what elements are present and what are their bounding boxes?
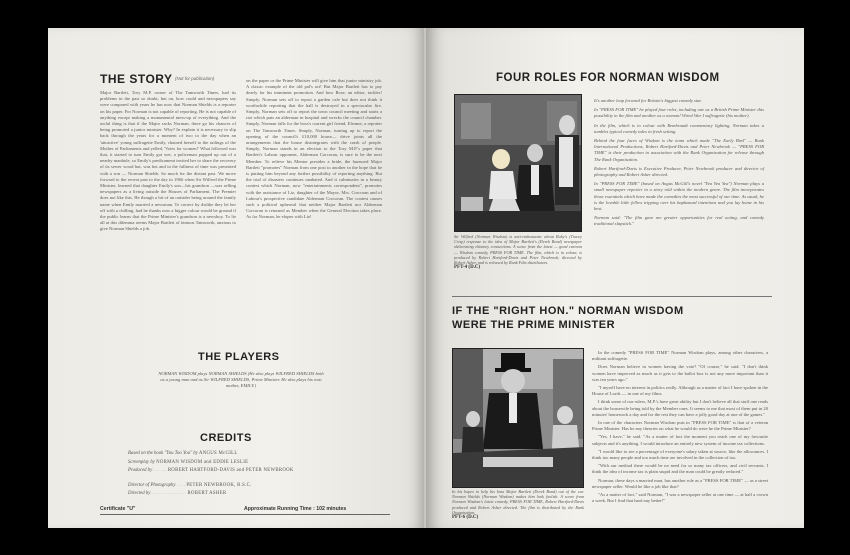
press-booklet: [48, 28, 804, 528]
credit-line: [128, 459, 358, 468]
photo-caption-1: [454, 234, 582, 270]
paragraph: In the comedy "PRESS FOR TIME" Norman Wisdom plays, among other characters, a militant suffragette.: [592, 350, 768, 362]
credit-name: ROBERT HARTFORD-DAVIS and PETER NEWBROOK: [167, 468, 294, 474]
paragraph: In the film, which is in colour with Rembrandt commentary lighting, Norman takes a tumbles typical comedy tales in fresh setting.: [594, 122, 764, 134]
credit-line: Produced by . . . . . . ROBERT HARTFORD-DAVIS and PETER NEWBROOK: [128, 468, 294, 474]
footer-rule: [100, 514, 390, 515]
running-time: Approximate Running Time : 102 minutes: [244, 506, 347, 512]
credit-line: [128, 450, 358, 459]
right-page: [426, 28, 804, 528]
credit-role: Director of Photography: [128, 482, 176, 488]
paragraph: "I would like to see a percentage of everyone's salary taken at source, like the allowances. I think too many people and too much time are involved in the collection of tax.: [592, 448, 768, 461]
paragraph: In "PRESS FOR TIME" he played four roles, including one as a British Prime Minister this possibility in the film and another as a woman! Wired War I suffragette (his mother).: [594, 107, 764, 119]
credit-role: Screenplay by: [128, 459, 155, 465]
credits-title: CREDITS: [200, 432, 252, 444]
office-scene-image: [455, 95, 582, 232]
credit-role: Based on the book "You Too You" by: [128, 451, 198, 456]
caption-ref: PFT-6 (D.C): [452, 515, 479, 521]
story-column-1: Major Bartlett, Tory M.P. owner of The Tamworth Times, had its problems in the past so doubt, but on, how could and newspapers say were compared with years he has now that Norman Shields is a reporter on his paper. For Norman is not capable of reporting. He is not capable of anything except making a monumental mess-up of everything. And the awful thing is that if the Major sacks Norman, there go his chances of being promoted a junior minister. Why? In explain it is necessary to slip back through the years for a moment of two to the day when an 'attractive' young suffragette Emily, chained herself to the railings of the Mother of Parliaments and yelled, 'Votes for women!' What followed was that, it started to turn Emily got wet, a policeman popped up out of a nearby manhole, so Emily's predicament invited her to share the recovery of its sewer wood hut, was hot and in the fullness of time was presented with a son — Norman Shields. So much for the distant past. We move forward to the recent past to the day in 1966 when Sir Wilfred the Prime Minister, learned that daughter Emily's son—his grandson —was selling newspapers as a living outside the Houses of Parliament. The Premier does not like this. He though a bit of an outsider being around the family name when Emily married a newsman. To correct by dislike they let her off with a chilling, had he thanks now a bigger colour would be ground if the public learns that the Prime Minister's grandson is a newsboy. To lie all at this dilemma seems Major Bartlett of famous Tamworth, anxious to give Norman Shields a job.: [100, 90, 236, 232]
caption-text: Sir Wilfred (Norman Wisdom) is anti-enthusiastic about Ruby's (Tracey Crisp) response to the idea of Major Bartlett's (Derek Bond) newspaper obliterating chimney connections. A scene from the latest — good cartoon — Wisdom comedy, PRESS FOR TIME. The film, which is in colour, is produced by Robert Hartford-Davis and Peter Newbrook; directed by Robert Asher, and is released by Rank Film distributors.: [454, 234, 582, 266]
certificate: Certificate "U": [100, 506, 136, 512]
credits-list: [128, 450, 358, 499]
credit-name: PETER NEWBROOK, B.S.C.: [186, 482, 252, 488]
photo-caption-2: [452, 489, 584, 520]
players-title: THE PLAYERS: [198, 351, 280, 363]
credit-role: Directed by: [128, 491, 151, 497]
right-hon-text: [592, 350, 768, 506]
story-title: THE STORY: [100, 72, 173, 86]
paragraph: I think some of our rulers, M.P.'s have great ability but I don't believe all that stuff one reads about the housewife being told by the Member ones. It seems to me that most of them put in 20 minutes' homework a day and for the rest they can have a jolly good day at one of the games.": [592, 399, 768, 417]
left-page: [48, 28, 426, 528]
credit-name: ANGUS McGILL: [198, 451, 238, 456]
story-column-2: on the paper or the Prime Minister will give him that junior ministry job. A classic example of the old pal's act! But Major Bartlett has to pay dearly for his imminent promotion. And how Rose, an editor, tackles! Simply, Norman sets off to report a garden cafe but does not think it worthwhile reporting that the hall is destroyed in a spectacular fire. Simply, Norman sets off to report the town council meeting and starts a riot which puts an alderman in hospital and wrecks the council chamber. Simply, Norman falls for the boss's current girl friend, Eleanor, a reporter on The Tamworth Times. Simply, Norman, turning up to report the opening of the council's £10,000 house— drive joints all the arrangements that the house disintegrates with the crash of people. Simply, Norman stands in an election to the Tory M.P.'s paper that Bartlett's Labour opponent, Alderman Corcoran, is sure to be the next Member. To relieve his Mentor presides a bride, the harassed Major Bartlett "promotes" Norman from one post to another in the hope that he is putting him beyond any further possibility of reporting anything. But the trial of disasters continues unabated. And it culminates in a beauty contest which Norman, now "entertainments correspondent", promotes with the assistance of Liz, daughter of the Mayor, Mrs. Corcoran and of Labour's prospective candidate Alderman Corcoran. The contest causes such a political upheaval that neither Major Bartlett nor Alderman Corcoran is returned as Member when the General Election takes place. As for Norman, he elopes with Liz!: [246, 78, 382, 220]
paragraph: Norman said: "The film gave me greater opportunities for real acting, and comedy traditional slapstick.": [594, 215, 764, 227]
paragraph: It's another leap forward for Britain's biggest comedy star.: [594, 98, 702, 103]
players-text: NORMAN WISDOM plays NORMAN SHIELDS (He also plays WILFRED SHIELDS both as a young man and as Sir WILFRED SHIELDS, Prime Minister. He also plays his own mother, EMILY.): [158, 371, 324, 389]
credit-line: Directed by . . . . . . . . . . . . . . . ROBERT ASHER: [128, 491, 227, 497]
credit-name: NORMAN WISDOM and EDDIE LESLIE: [156, 459, 249, 465]
four-roles-text: [594, 98, 764, 231]
paragraph: "I myself have no interest in politics really. Although as a matter of fact I have spoken in the House of Lords — in one of my films.: [592, 385, 768, 397]
paragraph: Does Norman believe in women having the vote? "Of course," he said. "I don't think women have improved as much as it gets to the ballot box is not any more important than it was ten years ago.": [592, 364, 768, 382]
title-line: WERE THE PRIME MINISTER: [452, 319, 616, 331]
paragraph: "Yes, I have," he said. "As a matter of fact the moment you reach one of my favourite subjects and it's anything. I would introduce an entirely new system of income tax collections.: [592, 434, 768, 446]
paragraph: Robert Hartford-Davis is Executive Producer, Peter Newbrook producer and director of photography and Robert Asher directed.: [594, 165, 764, 178]
still-photo-car: [452, 348, 584, 488]
credit-role: Produced by: [128, 468, 153, 474]
story-note: (Not for publication): [175, 76, 215, 81]
still-photo-office: [454, 94, 582, 232]
paragraph: In "PRESS FOR TIME" (based on Angus McGill's novel "Yea Yea Yea") Norman plays a small newspaper reporter in a story told within the modern genre. The film incorporates those essentials which have made the comedies the most successful of our time. As usual, he is the lovable little fellow tripping over his haphazard intentions and you lay home in his best.: [594, 181, 764, 212]
caption-ref: PFT-4 (D.C): [454, 265, 481, 271]
car-scene-image: [453, 349, 584, 488]
four-roles-title: FOUR ROLES FOR NORMAN WISDOM: [496, 72, 720, 84]
paragraph: "With our method there would be no need for so many tax officers, and civil servants. I think the idea of income tax is plain stupid and the man could be greatly reduced.": [592, 463, 768, 475]
paragraph: "As a matter of fact," said Norman, "I was a newspaper seller at one time — at half a crown a week. But I find that hard any better!": [592, 492, 768, 504]
credit-name: ROBERT ASHER: [187, 491, 227, 497]
title-line: IF THE "RIGHT HON." NORMAN WISDOM: [452, 305, 684, 317]
paragraph: In one of the characters Norman Wisdom puts in "PRESS FOR TIME" is that of a veteran Prime Minister. Has he any theories on what he would do were he the Prime Minister?: [592, 420, 768, 432]
paragraph: Norman, these days a married man, has another role as a "PRESS FOR TIME" — as a street newspaper seller. Would he like a job like that?: [592, 477, 768, 489]
right-hon-title: [452, 304, 684, 332]
section-rule: [452, 296, 772, 297]
caption-text: In his hopes to help his boss Major Bartlett (Derek Bond) out of the car. Norman Shields (Norman Wisdom) makes him look foolish. A scene from Norman Wisdom's latest comedy, PRESS FOR TIME, Robert Hartford-Davis produced and Robert Asher directed. The film is distributed by the Rank Organisation.: [452, 489, 584, 515]
paragraph: Behind the four faces of Wisdom is the team which made "The Early Bird" — Rank International Productions, Robert Hartford-Davis and Peter Newbrook — "PRESS FOR TIME" is their production in association with the Rank Organisation for release through The Rank Organisation.: [594, 138, 764, 162]
credit-line: Director of Photography . . . . PETER NEWBROOK, B.S.C.: [128, 482, 252, 488]
